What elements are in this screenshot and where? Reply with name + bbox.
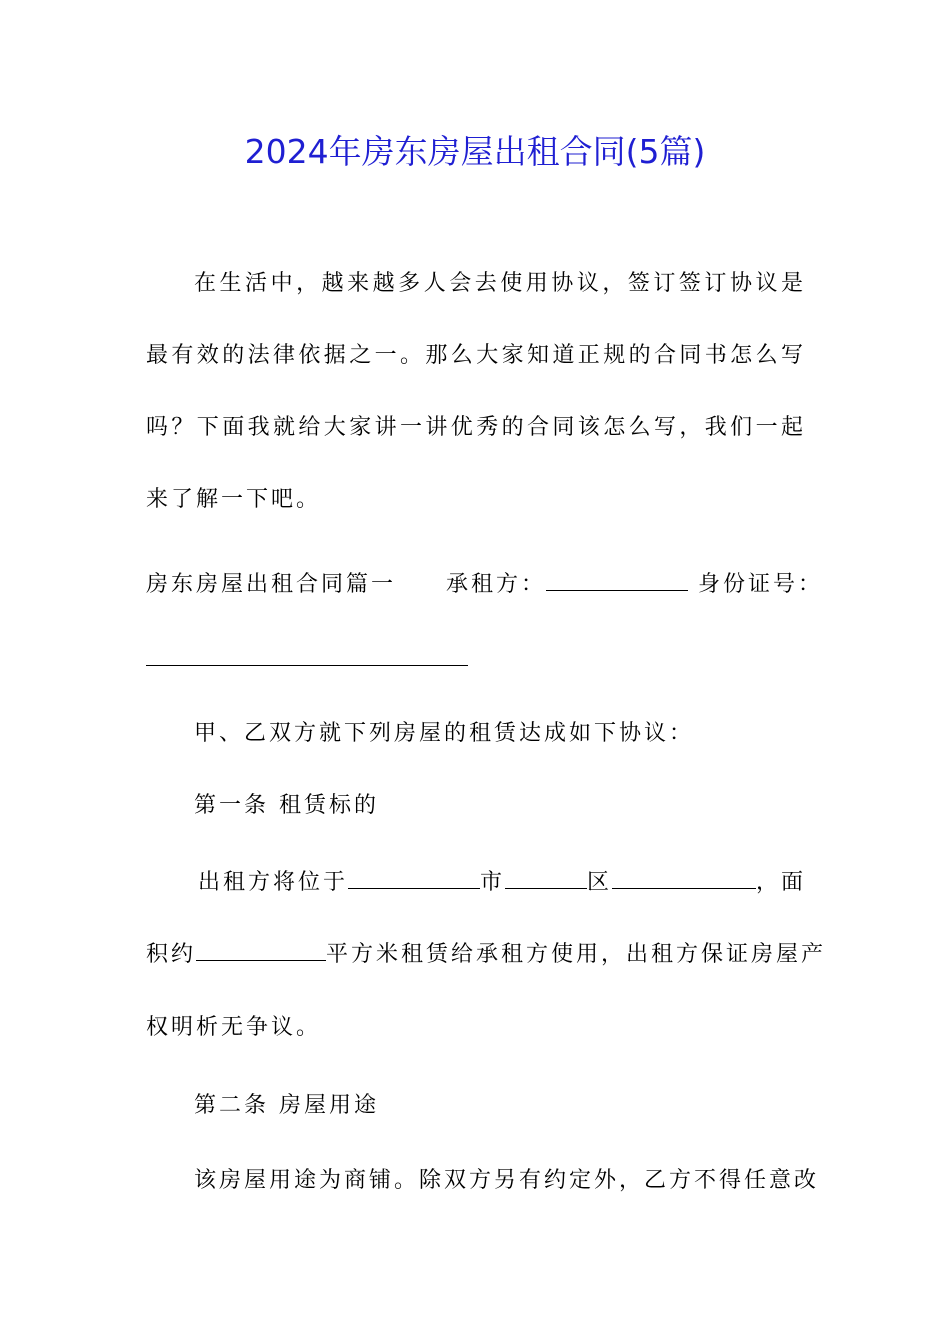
area-blank [196,938,326,961]
contract-header-line [146,568,823,601]
tenant-blank [546,568,688,591]
district-blank [505,866,587,889]
district-label: 区 [587,870,613,895]
article1-title: 第一条 租赁标的 [194,793,379,818]
city-blank [348,866,480,889]
city-label: 市 [480,870,506,895]
tenant-label: 承租方： [446,572,547,597]
article2-title: 第二条 房屋用途 [194,1093,379,1118]
article1-line3: 权明析无争议。 [146,1015,322,1040]
article2-body: 该房屋用途为商铺。除双方另有约定外，乙方不得任意改 [194,1168,820,1193]
article1-line1 [198,866,806,899]
article1-text: 积约 [146,942,197,967]
article1-line2 [146,938,826,971]
address-blank [612,866,756,889]
article1-text: 出租方将位于 [198,870,349,895]
article1-text: ，面 [756,870,807,895]
contract-part-label: 房东房屋出租合同篇一 [146,572,397,597]
id-number-label: 身份证号： [698,572,824,597]
document-title: 2024年房东房屋出租合同(5篇) [244,132,706,171]
intro-paragraph: 在生活中，越来越多人会去使用协议，签订签订协议是最有效的法律依据之一。那么大家知道正规的合同书怎么写吗？下面我就给大家讲一讲优秀的合同该怎么写，我们一起来了解一下吧。 [146,271,806,512]
agreement-paragraph: 甲、乙双方就下列房屋的租赁达成如下协议： [194,721,695,746]
article1-text: 平方米租赁给承租方使用，出租方保证房屋产 [326,942,827,967]
id-number-blank [146,665,468,666]
